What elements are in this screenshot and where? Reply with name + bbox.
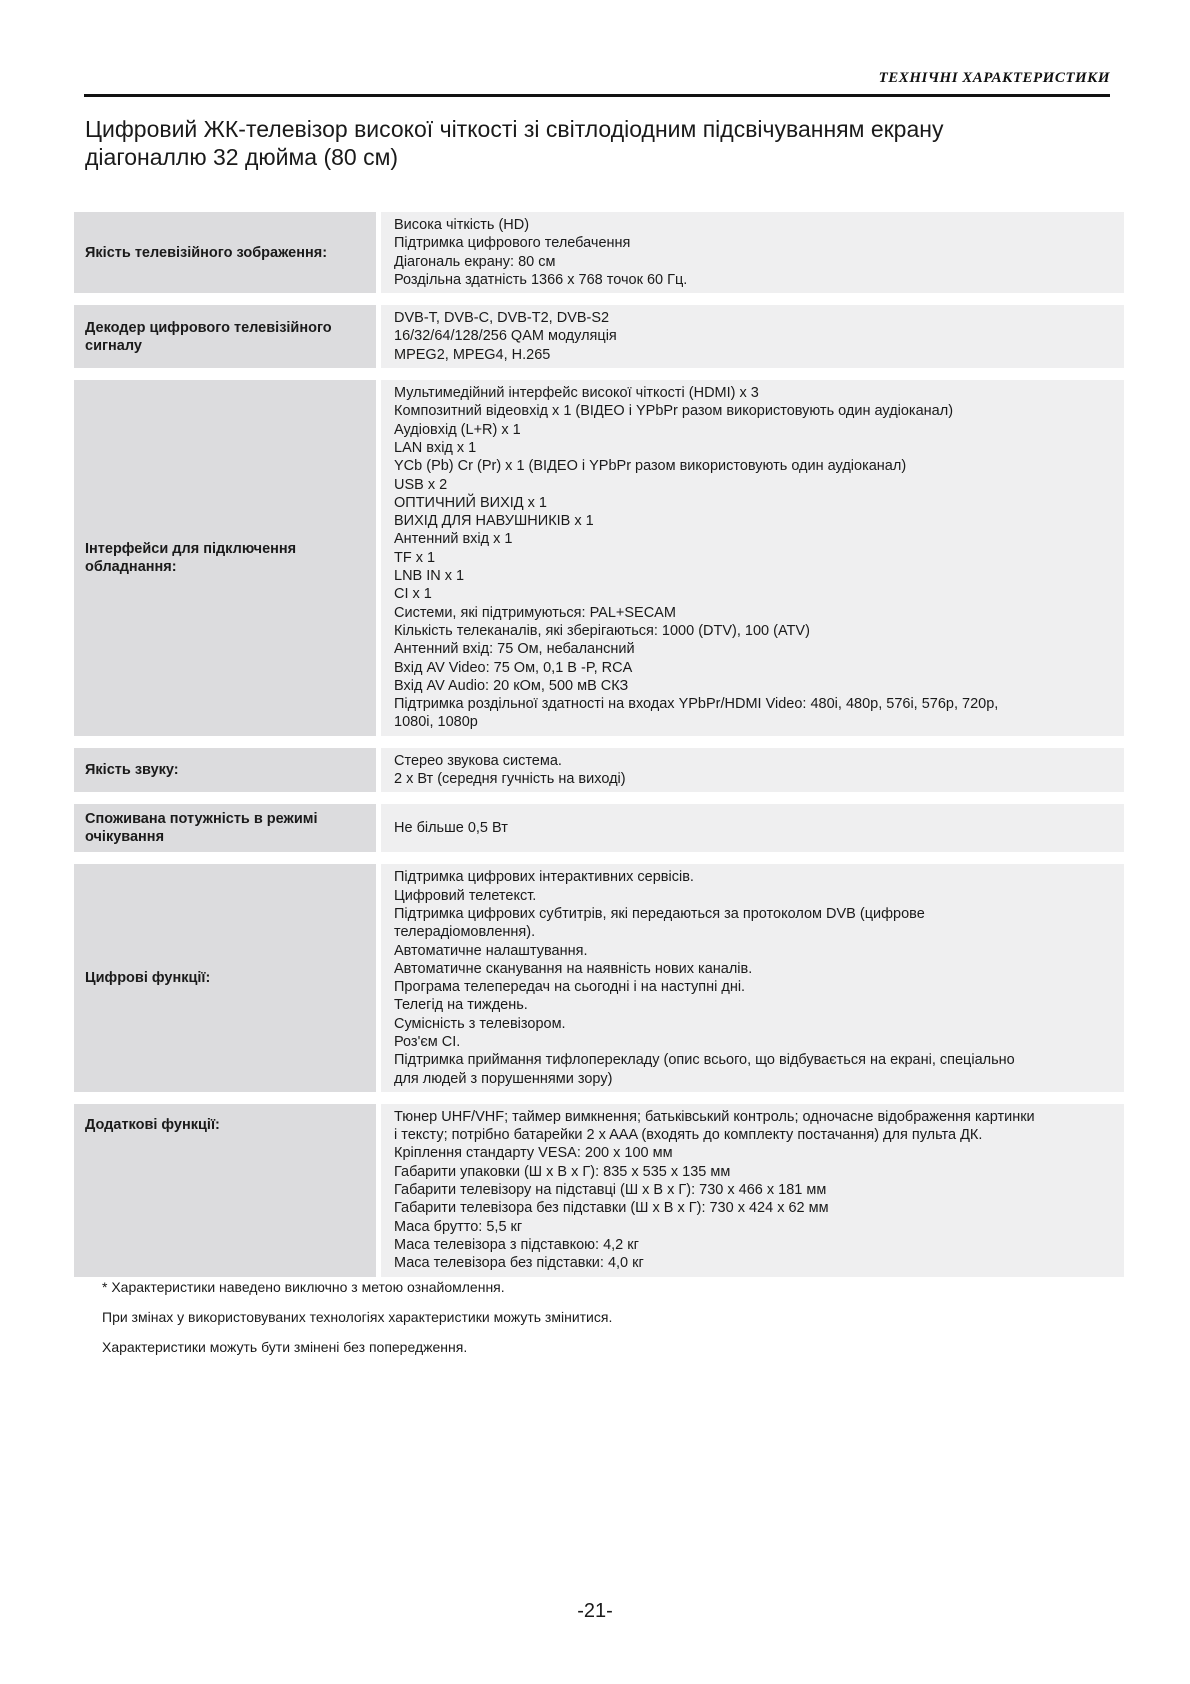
document-title	[85, 115, 1085, 171]
header-rule	[84, 94, 1110, 97]
spec-value-line: DVB-T, DVB-C, DVB-T2, DVB-S2	[394, 310, 610, 327]
spec-label-text: Декодер цифрового телевізійного сигналу	[85, 319, 332, 354]
spec-label	[74, 380, 376, 736]
spec-value-line: Маса телевізора з підставкою: 4,2 кг	[394, 1236, 639, 1253]
spec-value	[381, 380, 1124, 736]
spec-label	[74, 212, 376, 293]
spec-value-line: CI x 1	[394, 586, 432, 603]
spec-value	[381, 804, 1124, 852]
spec-value-line: Автоматичне сканування на наявність нових каналів.	[394, 960, 753, 977]
spec-value-line: Маса телевізора без підставки: 4,0 кг	[394, 1255, 644, 1272]
spec-value-line: Вхід AV Video: 75 Ом, 0,1 В -P, RCA	[394, 659, 633, 676]
spec-value-line: LNB IN x 1	[394, 568, 465, 585]
spec-value-line: 16/32/64/128/256 QAM модуляція	[394, 328, 617, 345]
note-line: * Характеристики наведено виключно з метою ознайомлення.	[102, 1279, 505, 1295]
spec-value-line: Тюнер UHF/VHF; таймер вимкнення; батьківський контроль; одночасне відображення картинки	[394, 1108, 1035, 1125]
notes	[102, 1278, 612, 1368]
spec-value-line: і тексту; потрібно батарейки 2 x AAA (входять до комплекту постачання) для пульта ДК.	[394, 1127, 983, 1144]
spec-row	[74, 804, 1124, 852]
spec-value-line: Підтримка цифрових субтитрів, які передаються за протоколом DVB (цифрове	[394, 905, 925, 922]
spec-value	[381, 305, 1124, 368]
section-title: ТЕХНІЧНІ ХАРАКТЕРИСТИКИ	[878, 70, 1110, 86]
spec-value-line: Мультимедійний інтерфейс високої чіткості (HDMI) x 3	[394, 385, 759, 402]
spec-value-line: Сумісність з телевізором.	[394, 1015, 566, 1032]
spec-row	[74, 212, 1124, 293]
spec-value-line: телерадіомовлення).	[394, 924, 536, 941]
spec-value	[381, 748, 1124, 793]
spec-value-line: Габарити телевізора без підставки (Ш x В x Г): 730 x 424 x 62 мм	[394, 1200, 829, 1217]
spec-row	[74, 748, 1124, 793]
spec-value-line: Композитний відеовхід x 1 (ВІДЕО і YPbPr разом використовують один аудіоканал)	[394, 403, 954, 420]
note-line: При змінах у використовуваних технологіях характеристики можуть змінитися.	[102, 1309, 613, 1325]
spec-value-line: Стерео звукова система.	[394, 752, 562, 769]
spec-label	[74, 305, 376, 368]
spec-value-line: Аудіовхід (L+R) x 1	[394, 421, 521, 438]
spec-value-line: Роздільна здатність 1366 х 768 точок 60 Гц.	[394, 271, 688, 288]
spec-label-text: Інтерфейси для підключення обладнання:	[85, 540, 297, 575]
spec-value-line: ОПТИЧНИЙ ВИХІД x 1	[394, 494, 547, 511]
spec-value-line: Програма телепередач на сьогодні і на наступні дні.	[394, 979, 746, 996]
spec-value-line: Габарити телевізору на підставці (Ш x В x Г): 730 x 466 x 181 мм	[394, 1182, 827, 1199]
spec-value-line: Кріплення стандарту VESA: 200 x 100 мм	[394, 1145, 673, 1162]
spec-value-line: Діагональ екрану: 80 см	[394, 253, 556, 270]
spec-label	[74, 804, 376, 852]
spec-value-line: Підтримка цифрового телебачення	[394, 235, 631, 252]
spec-value-line: 1080i, 1080p	[394, 714, 478, 731]
spec-label-text: Додаткові функції:	[85, 1116, 220, 1133]
spec-label-text: Споживана потужність в режимі очікування	[85, 811, 318, 846]
spec-row	[74, 380, 1124, 736]
spec-label	[74, 748, 376, 793]
spec-value-line: Автоматичне налаштування.	[394, 942, 588, 959]
spec-value-line: Підтримка цифрових інтерактивних сервісів.	[394, 869, 694, 886]
document-title-line-1: Цифровий ЖК-телевізор високої чіткості зі світлодіодним підсвічуванням екрану	[85, 116, 944, 142]
document-title-line-2: діагоналлю 32 дюйма (80 см)	[85, 144, 399, 170]
spec-value-line: LAN вхід x 1	[394, 439, 477, 456]
spec-value	[381, 1104, 1124, 1277]
spec-value-line: MPEG2, MPEG4, H.265	[394, 346, 551, 363]
spec-label-text: Якість звуку:	[85, 762, 179, 779]
specifications-table	[74, 212, 1124, 1289]
spec-value-line: Роз'єм CI.	[394, 1033, 461, 1050]
note-line: Характеристики можуть бути змінені без попередження.	[102, 1339, 468, 1355]
spec-label-text: Цифрові функції:	[85, 970, 211, 987]
spec-row	[74, 864, 1124, 1092]
spec-value-line: Кількість телеканалів, які зберігаються: 1000 (DTV), 100 (ATV)	[394, 622, 810, 639]
spec-value-line: 2 x Вт (середня гучність на виході)	[394, 771, 626, 788]
spec-value-line: ВИХІД ДЛЯ НАВУШНИКІВ x 1	[394, 513, 594, 530]
spec-value-line: Цифровий телетекст.	[394, 887, 537, 904]
spec-value-line: Системи, які підтримуються: PAL+SECAM	[394, 604, 676, 621]
spec-value-line: Антенний вхід x 1	[394, 531, 513, 548]
spec-value-line: Вхід AV Audio: 20 кОм, 500 мВ СКЗ	[394, 677, 629, 694]
spec-label-text: Якість телевізійного зображення:	[85, 244, 328, 261]
spec-label	[74, 1104, 376, 1277]
spec-value-line: Телегід на тиждень.	[394, 997, 528, 1014]
spec-value-line: Підтримка роздільної здатності на входах YPbPr/HDMI Video: 480i, 480p, 576i, 576p, 720p,	[394, 696, 999, 713]
spec-value-line: TF x 1	[394, 549, 436, 566]
spec-value-line: Маса брутто: 5,5 кг	[394, 1218, 523, 1235]
spec-value-line: Висока чіткість (HD)	[394, 217, 530, 233]
spec-row	[74, 305, 1124, 368]
spec-value-line: Антенний вхід: 75 Ом, небалансний	[394, 641, 635, 658]
spec-value	[381, 212, 1124, 293]
spec-value-line: YCb (Pb) Cr (Pr) x 1 (ВІДЕО і YPbPr разом використовують один аудіоканал)	[394, 458, 907, 475]
page-number: -21-	[577, 1600, 613, 1622]
spec-value-line: USB x 2	[394, 476, 448, 493]
spec-value-line: Габарити упаковки (Ш x В x Г): 835 x 535 x 135 мм	[394, 1163, 731, 1180]
spec-row	[74, 1104, 1124, 1277]
spec-value-line: Підтримка приймання тифлоперекладу (опис всього, що відбувається на екрані, спеціально	[394, 1052, 1015, 1069]
spec-label	[74, 864, 376, 1092]
spec-value-line: для людей з порушеннями зору)	[394, 1070, 613, 1087]
spec-value	[381, 864, 1124, 1092]
spec-value-line: Не більше 0,5 Вт	[394, 820, 508, 837]
